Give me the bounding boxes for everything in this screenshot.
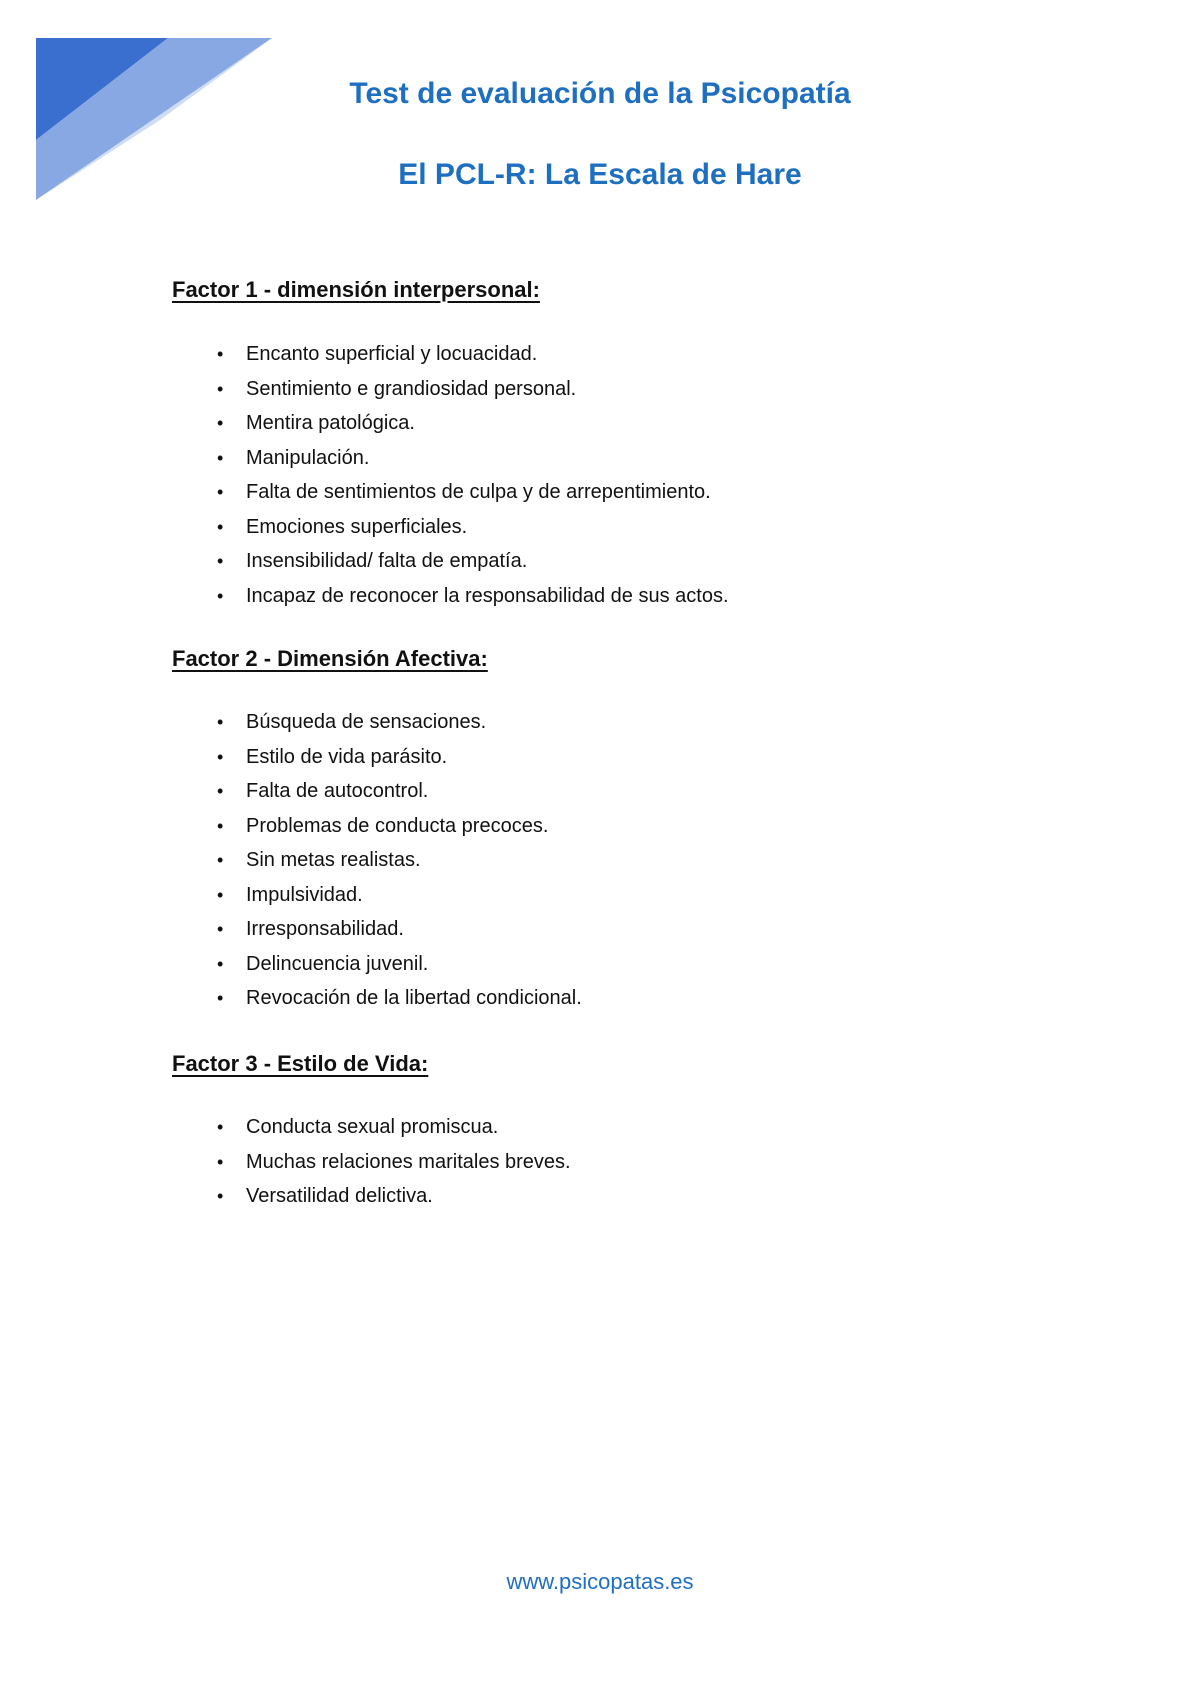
section-heading: Factor 1 - dimensión interpersonal: <box>172 277 540 302</box>
list-item-text: Revocación de la libertad condicional. <box>246 987 582 1009</box>
item-list <box>172 340 729 616</box>
bullet-icon: • <box>217 378 224 399</box>
list-item-text: Conducta sexual promiscua. <box>246 1116 499 1138</box>
list-item-text: Incapaz de reconocer la responsabilidad de sus actos. <box>246 584 729 607</box>
section-heading: Factor 3 - Estilo de Vida: <box>172 1051 429 1076</box>
bullet-icon: • <box>217 815 224 836</box>
bullet-icon: • <box>217 712 224 732</box>
section-factor-1 <box>172 276 1072 607</box>
section-factor-3 <box>172 1050 1072 1207</box>
list-item <box>172 984 582 1019</box>
list-item <box>172 915 582 950</box>
list-item <box>172 743 582 778</box>
list-item-text: Irresponsabilidad. <box>246 918 404 940</box>
bullet-icon: • <box>217 1151 224 1172</box>
bullet-icon: • <box>217 413 224 433</box>
list-item-text: Impulsividad. <box>246 883 363 906</box>
list-item <box>172 340 729 375</box>
document-title: Test de evaluación de la Psicopatía <box>349 77 851 110</box>
list-item-text: Problemas de conducta precoces. <box>246 814 549 837</box>
list-item-text: Búsqueda de sensaciones. <box>246 711 487 733</box>
bullet-icon: • <box>217 447 224 468</box>
list-item <box>172 881 582 916</box>
list-item <box>172 950 582 985</box>
list-item <box>172 375 729 410</box>
list-item <box>172 1182 571 1217</box>
list-item <box>172 547 729 582</box>
list-item-text: Emociones superficiales. <box>246 515 468 538</box>
list-item-text: Versatilidad delictiva. <box>246 1185 433 1207</box>
list-item <box>172 1148 571 1183</box>
item-list <box>172 708 582 1019</box>
list-item-text: Falta de autocontrol. <box>246 780 429 802</box>
bullet-icon: • <box>217 850 224 870</box>
list-item-text: Mentira patológica. <box>246 412 415 434</box>
bullet-icon: • <box>217 482 224 502</box>
list-item-text: Delincuencia juvenil. <box>246 952 429 975</box>
list-item <box>172 444 729 479</box>
list-item-text: Sin metas realistas. <box>246 849 421 871</box>
bullet-icon: • <box>217 953 224 974</box>
footer-website-link[interactable]: www.psicopatas.es <box>506 1569 694 1594</box>
corner-decoration <box>0 0 300 230</box>
list-item-text: Encanto superficial y locuacidad. <box>246 343 538 365</box>
list-item-text: Sentimiento e grandiosidad personal. <box>246 377 577 400</box>
list-item-text: Manipulación. <box>246 446 370 469</box>
list-item-text: Muchas relaciones maritales breves. <box>246 1150 571 1173</box>
bullet-icon: • <box>217 919 224 939</box>
list-item <box>172 582 729 617</box>
list-item <box>172 846 582 881</box>
bullet-icon: • <box>217 551 224 571</box>
bullet-icon: • <box>217 344 224 364</box>
list-item-text: Estilo de vida parásito. <box>246 745 448 768</box>
bullet-icon: • <box>217 1117 224 1137</box>
item-list <box>172 1113 571 1217</box>
bullet-icon: • <box>217 1186 224 1206</box>
list-item <box>172 1113 571 1148</box>
bullet-icon: • <box>217 988 224 1008</box>
list-item <box>172 777 582 812</box>
list-item-text: Falta de sentimientos de culpa y de arrepentimiento. <box>246 481 711 503</box>
bullet-icon: • <box>217 781 224 801</box>
bullet-icon: • <box>217 746 224 767</box>
document-subtitle: El PCL-R: La Escala de Hare <box>398 158 802 191</box>
list-item <box>172 513 729 548</box>
list-item <box>172 812 582 847</box>
list-item <box>172 409 729 444</box>
bullet-icon: • <box>217 585 224 606</box>
bullet-icon: • <box>217 516 224 537</box>
list-item-text: Insensibilidad/ falta de empatía. <box>246 550 528 572</box>
bullet-icon: • <box>217 884 224 905</box>
section-heading: Factor 2 - Dimensión Afectiva: <box>172 646 488 671</box>
list-item <box>172 478 729 513</box>
section-factor-2 <box>172 645 1072 1009</box>
list-item <box>172 708 582 743</box>
